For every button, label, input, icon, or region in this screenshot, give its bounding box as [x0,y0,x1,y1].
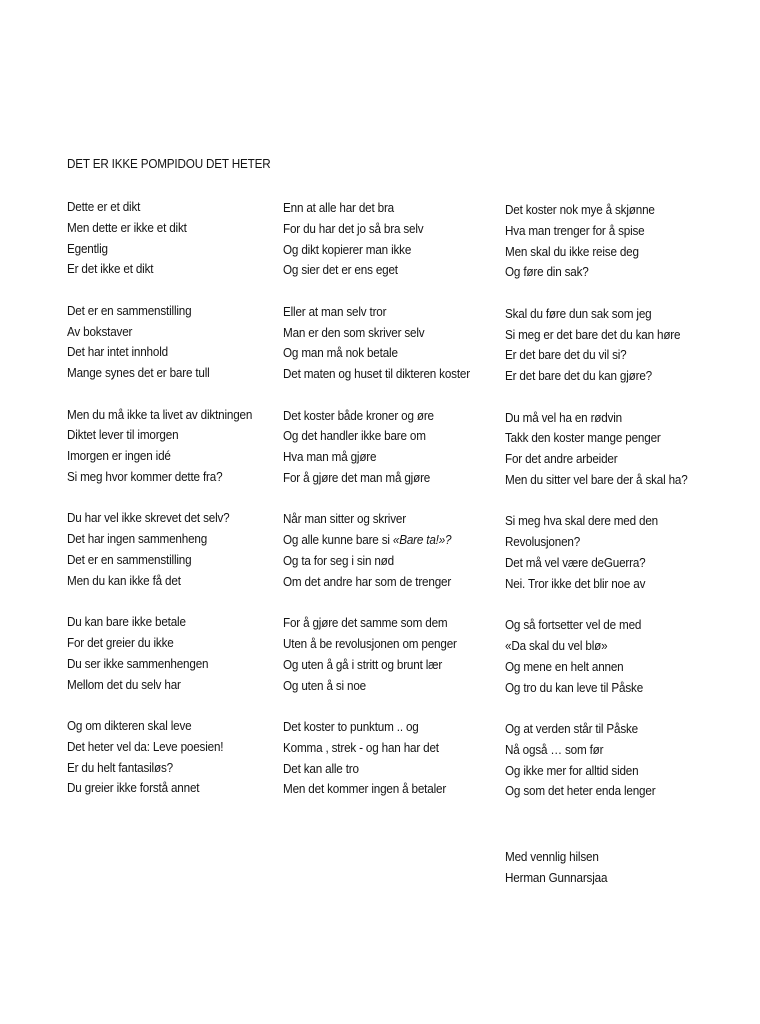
stanza [283,509,491,592]
poem-line: Revolusjonen? [505,534,581,550]
stanza [283,198,491,281]
poem-line: For å gjøre det samme som dem [283,615,448,631]
poem-line: Egentlig [67,240,108,256]
poem-line: Er du helt fantasiløs? [67,759,173,775]
poem-line: Og det handler ikke bare om [283,428,426,444]
poem-line: Du kan bare ikke betale [67,614,186,630]
stanza [505,408,708,491]
signature-name: Herman Gunnarsjaa [505,869,608,885]
poem-line: Imorgen er ingen idé [67,448,171,464]
poem-line: Takk den koster mange penger [505,430,661,446]
poem-line: Diktet lever til imorgen [67,427,179,443]
poem-line: Og ta for seg i sin nød [283,552,394,568]
poem-line: Du greier ikke forstå annet [67,780,200,796]
stanza [505,719,708,802]
poem-line: Og føre din sak? [505,264,589,280]
poem-line: Det kan alle tro [283,760,359,776]
stanza [505,200,708,283]
poem-line: Og mene en helt annen [505,658,624,674]
poem-line: Og så fortsetter vel de med [505,617,642,633]
stanza [67,301,273,384]
poem-line: Det heter vel da: Leve poesien! [67,738,224,754]
stanza [505,511,708,594]
poem-line: Og man må nok betale [283,345,398,361]
poem-line: Skal du føre dun sak som jeg [505,305,652,321]
poem-line: For å gjøre det man må gjøre [283,469,431,485]
poem-line: Men du må ikke ta livet av diktningen [67,406,253,422]
page-title: DET ER IKKE POMPIDOU DET HETER [67,156,271,171]
poem-line: Si meg er det bare det du kan høre [505,326,681,342]
signature [505,847,619,889]
poem-line: Mange synes det er bare tull [67,365,210,381]
poem-line: Er det ikke et dikt [67,261,154,277]
poem-line-with-quote [283,530,470,551]
stanza [67,508,273,591]
stanza [283,302,491,385]
poem-line: Si meg hvor kommer dette fra? [67,468,223,484]
poem-line: Er det bare det du kan gjøre? [505,368,652,384]
poem-line: Man er den som skriver selv [283,324,425,340]
stanza [505,615,708,698]
stanza [283,406,491,489]
poem-line: Og uten å gå i stritt og brunt lær [283,656,443,672]
poem-line: Og dikt kopierer man ikke [283,241,412,257]
stanza [67,197,273,280]
italic-quote: «Bare ta!»? [392,532,452,548]
poem-line: Eller at man selv tror [283,303,387,319]
poem-line: Det koster nok mye å skjønne [505,202,655,217]
poem-line: Om det andre har som de trenger [283,573,452,589]
poem-line: Det har ingen sammenheng [67,531,208,547]
poem-column-3 [505,200,708,823]
poem-line: For det andre arbeider [505,451,618,467]
poem-column-1 [67,197,273,820]
stanza [67,716,273,799]
stanza [67,405,273,488]
poem-line: Når man sitter og skriver [283,511,406,527]
poem-line: Og uten å si noe [283,677,366,693]
stanza [505,304,708,387]
poem-line: Hva man må gjøre [283,449,377,465]
signature-greeting: Med vennlig hilsen [505,849,599,864]
poem-line: Og sier det er ens eget [283,262,398,278]
poem-line: Nei. Tror ikke det blir noe av [505,575,646,591]
poem-line: Men dette er ikke et dikt [67,219,187,235]
poem-line: Men det kommer ingen å betaler [283,781,447,797]
poem-line: Si meg hva skal dere med den [505,513,658,529]
poem-line: Det er en sammenstilling [67,302,192,318]
poem-line: Og ikke mer for alltid siden [505,762,639,778]
poem-line: Og at verden står til Påske [505,720,639,736]
poem-line: Men skal du ikke reise deg [505,243,639,259]
poem-line: For det greier du ikke [67,634,174,650]
poem-line: Uten å be revolusjonen om penger [283,635,457,651]
poem-line: Det koster to punktum .. og [283,718,419,734]
poem-line: Det har intet innhold [67,344,168,360]
poem-line: Dette er et dikt [67,199,141,214]
poem-line: Hva man trenger for å spise [505,222,645,238]
poem-line: Det er en sammenstilling [67,551,192,567]
poem-line: Mellom det du selv har [67,676,181,692]
poem-line: Det koster både kroner og øre [283,407,434,423]
poem-line: Du ser ikke sammenhengen [67,655,209,671]
stanza [283,717,491,800]
poem-line: Men du kan ikke få det [67,572,181,588]
stanza [283,613,491,696]
poem-column-2 [283,198,491,821]
poem-line: Komma , strek - og han har det [283,739,439,755]
poem-line: Du må vel ha en rødvin [505,409,622,425]
poem-line-text: Og alle kunne bare si [283,532,393,548]
poem-line: Og tro du kan leve til Påske [505,679,644,695]
poem-line: Det maten og huset til dikteren koster [283,366,470,382]
poem-line: Og som det heter enda lenger [505,783,656,799]
poem-line: Er det bare det du vil si? [505,347,627,363]
poem-line: Nå også … som før [505,741,604,757]
poem-line: Og om dikteren skal leve [67,717,192,733]
poem-line: Men du sitter vel bare der å skal ha? [505,471,688,487]
poem-line: Av bokstaver [67,323,133,339]
poem-line: Du har vel ikke skrevet det selv? [67,510,230,526]
poem-line: Det må vel være deGuerra? [505,554,646,570]
poem-line: «Da skal du vel blø» [505,637,608,653]
poem-line: Enn at alle har det bra [283,200,394,215]
poem-line: For du har det jo så bra selv [283,220,424,236]
stanza [67,612,273,695]
